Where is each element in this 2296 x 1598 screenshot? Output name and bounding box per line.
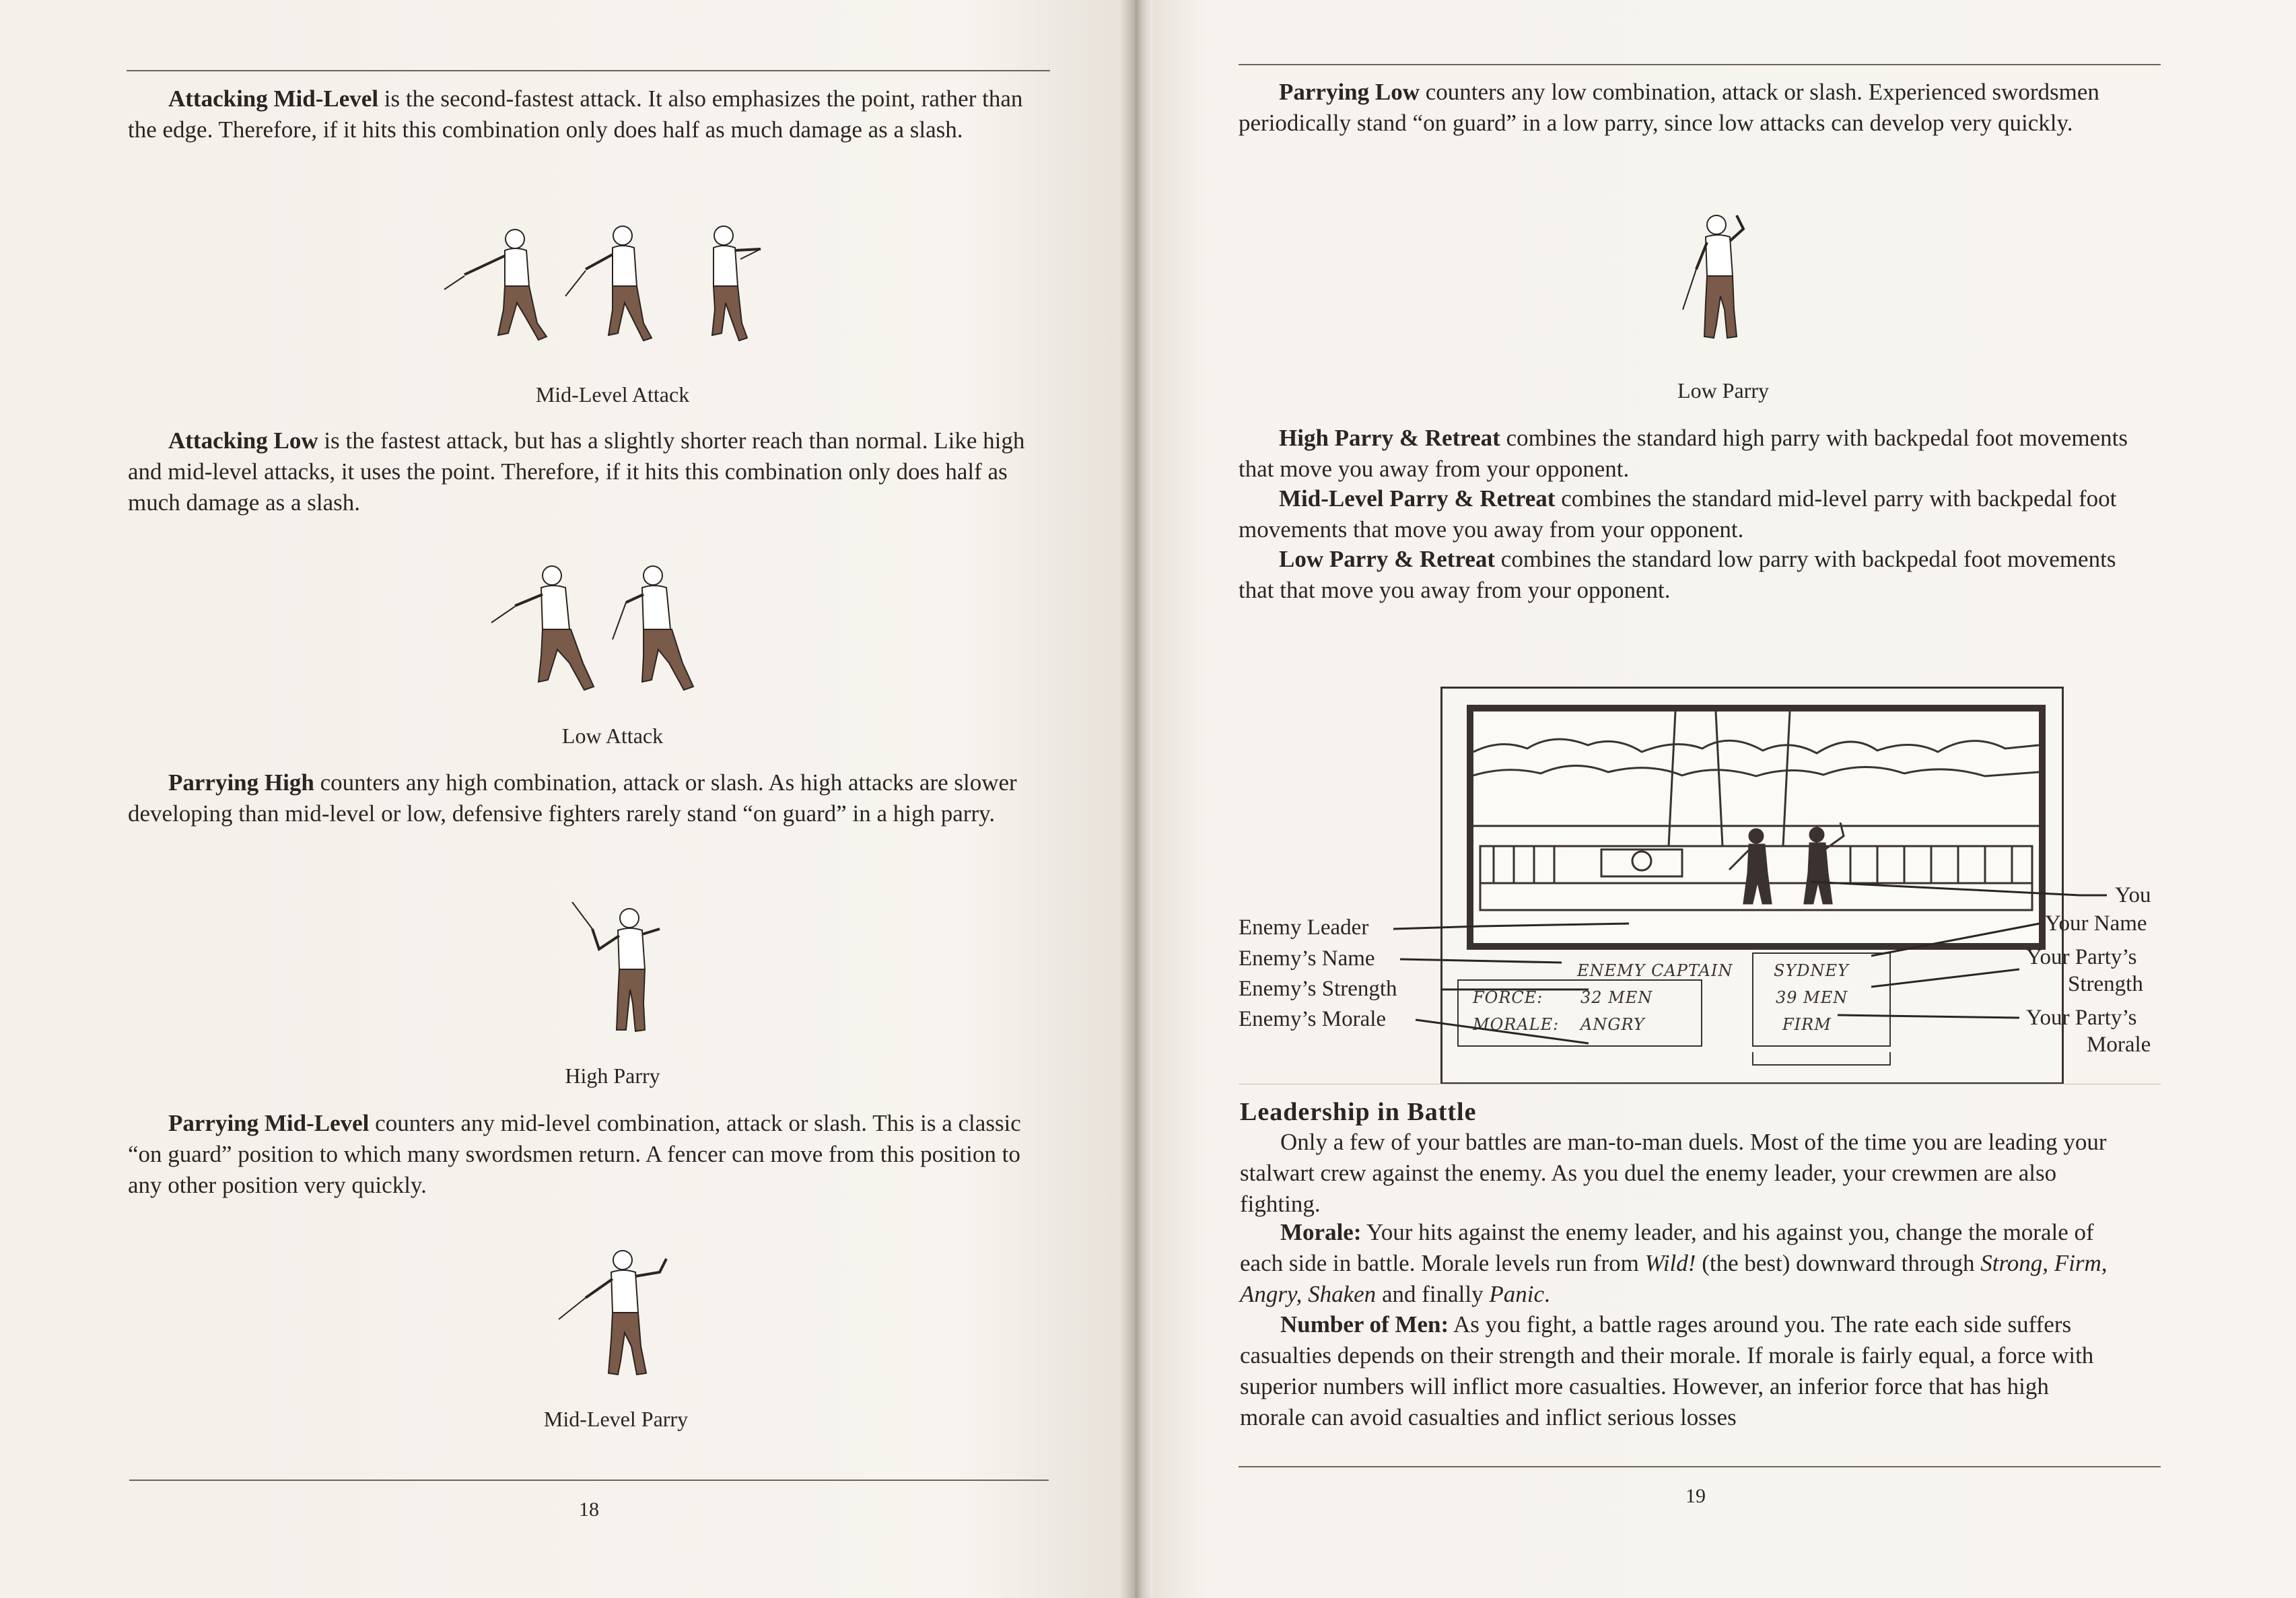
caption-low-parry: Low Parry xyxy=(1677,378,1769,403)
low-parry-figure xyxy=(1669,209,1770,343)
morale-panic: Panic xyxy=(1489,1281,1544,1307)
section-parrying-low xyxy=(1239,77,2114,139)
mid-level-attack-figure xyxy=(438,222,774,357)
callout-your-morale-1: Your Party’s xyxy=(2026,1006,2137,1030)
player-name: SYDNEY xyxy=(1774,961,1849,980)
term: Mid-Level Parry & Retreat xyxy=(1279,485,1556,512)
section-attacking-mid-level xyxy=(128,83,1023,145)
callout-you: You xyxy=(2115,883,2151,907)
section-parrying-mid-level xyxy=(128,1108,1050,1201)
callout-your-strength-2: Strength xyxy=(2068,972,2143,996)
page-number-right: 19 xyxy=(1685,1485,1706,1507)
battle-screen-diagram xyxy=(1440,687,2064,1084)
section-low-parry-retreat xyxy=(1239,544,2134,606)
caption-high-parry: High Parry xyxy=(565,1064,660,1088)
caption-mid-level-parry: Mid-Level Parry xyxy=(543,1407,689,1431)
term: Low Parry & Retreat xyxy=(1279,546,1496,572)
battle-scene xyxy=(1467,705,2046,950)
caption-low-attack: Low Attack xyxy=(561,724,664,748)
description: combines the standard low parry with backpedal foot movements that that move you away from your opponent. xyxy=(1239,546,2116,603)
term: Attacking Low xyxy=(168,427,318,454)
top-rule-right xyxy=(1239,64,2161,65)
description: combines the standard mid-level parry with backpedal foot movements that move you away from your opponent. xyxy=(1239,485,2117,543)
callout-your-name: Your Name xyxy=(2045,911,2147,936)
bottom-rule-left xyxy=(129,1480,1049,1481)
heading-leadership-in-battle: Leadership in Battle xyxy=(1240,1098,1477,1126)
caption-mid-level-attack: Mid-Level Attack xyxy=(535,382,690,407)
section-number-of-men xyxy=(1240,1309,2115,1433)
description: counters any low combination, attack or slash. Experienced swordsmen periodically stand “on guard” in a low parry, since low attacks can develop very quickly. xyxy=(1239,79,2099,136)
player-force: 39 MEN xyxy=(1776,988,1848,1007)
description: is the fastest attack, but has a slightly shorter reach than normal. Like high and mid-level attacks, it uses the point. Therefore, if it hits this combination only does half as much damage as a slash. xyxy=(128,427,1025,516)
description: Your hits against the enemy leader, and his against you, change the morale of each side in battle. Morale levels run from xyxy=(1240,1219,2094,1276)
enemy-stats-box xyxy=(1457,979,1702,1047)
enemy-title: ENEMY CAPTAIN xyxy=(1577,961,1733,980)
description: (the best) downward through xyxy=(1696,1250,1981,1276)
top-rule-left xyxy=(127,70,1050,71)
enemy-force: 32 MEN xyxy=(1580,988,1653,1007)
callout-enemy-leader: Enemy Leader xyxy=(1239,915,1369,940)
term: Morale: xyxy=(1280,1219,1362,1245)
player-stats-box-lower xyxy=(1752,1052,1891,1066)
description: is the second-fastest attack. It also emphasizes the point, rather than the edge. Therefore, if it hits this combination only does half as much damage as a slash. xyxy=(128,85,1023,143)
battle-scene-art xyxy=(1473,711,2039,943)
description: counters any mid-level combination, attack or slash. This is a classic “on guard” position to which many swordsmen return. A fencer can move from this position to any other position very quickly. xyxy=(128,1110,1021,1198)
section-high-parry-retreat xyxy=(1239,423,2134,485)
morale-wild: Wild! xyxy=(1644,1250,1696,1276)
section-mid-level-parry-retreat xyxy=(1239,483,2134,545)
description: combines the standard high parry with backpedal foot movements that move you away from your opponent. xyxy=(1239,425,2128,482)
term: High Parry & Retreat xyxy=(1279,425,1500,451)
term: Parrying Mid-Level xyxy=(168,1110,370,1136)
high-parry-figure xyxy=(565,902,687,1037)
description: and finally xyxy=(1376,1281,1490,1307)
description: counters any high combination, attack or slash. As high attacks are slower developing than mid-level or low, defensive fighters rarely stand “on guard” in a high parry. xyxy=(128,769,1017,827)
callout-enemy-morale: Enemy’s Morale xyxy=(1239,1007,1387,1031)
mid-level-parry-figure xyxy=(552,1245,687,1380)
enemy-morale: ANGRY xyxy=(1580,1015,1645,1034)
term: Number of Men: xyxy=(1280,1311,1449,1338)
description: As you fight, a battle rages around you. The rate each side suffers casualties depends on their strength and their morale. If morale is fairly equal, a force with superior numbers will inflict more casualties. However, an inferior force that has high morale can avoid casualties and inflict serious losses xyxy=(1240,1311,2094,1430)
leadership-intro: Only a few of your battles are man-to-man duels. Most of the time you are leading your stalwart crew against the enemy. As you duel the enemy leader, your crewmen are also fighting. xyxy=(1240,1129,2107,1217)
section-attacking-low xyxy=(128,425,1050,518)
term: Parrying Low xyxy=(1279,79,1420,105)
bottom-rule-right xyxy=(1239,1466,2161,1467)
morale-levels: Strong, Firm, Angry, Shaken xyxy=(1240,1250,2108,1307)
callout-enemy-name: Enemy’s Name xyxy=(1239,946,1375,971)
player-stats-box xyxy=(1752,952,1891,1047)
callout-enemy-strength: Enemy’s Strength xyxy=(1239,977,1397,1001)
term: Attacking Mid-Level xyxy=(168,85,379,112)
section-parrying-high xyxy=(128,767,1050,829)
description: . xyxy=(1543,1281,1550,1307)
morale-label: MORALE: xyxy=(1473,1015,1560,1034)
callout-your-strength-1: Your Party’s xyxy=(2026,945,2137,969)
player-morale: FIRM xyxy=(1782,1015,1832,1034)
low-attack-figure xyxy=(478,559,747,700)
force-label: FORCE: xyxy=(1473,988,1543,1007)
term: Parrying High xyxy=(168,769,314,796)
page-number-left: 18 xyxy=(579,1498,599,1521)
callout-your-morale-2: Morale xyxy=(2087,1033,2151,1057)
book-spine xyxy=(1119,0,1152,1598)
section-morale xyxy=(1240,1217,2115,1310)
